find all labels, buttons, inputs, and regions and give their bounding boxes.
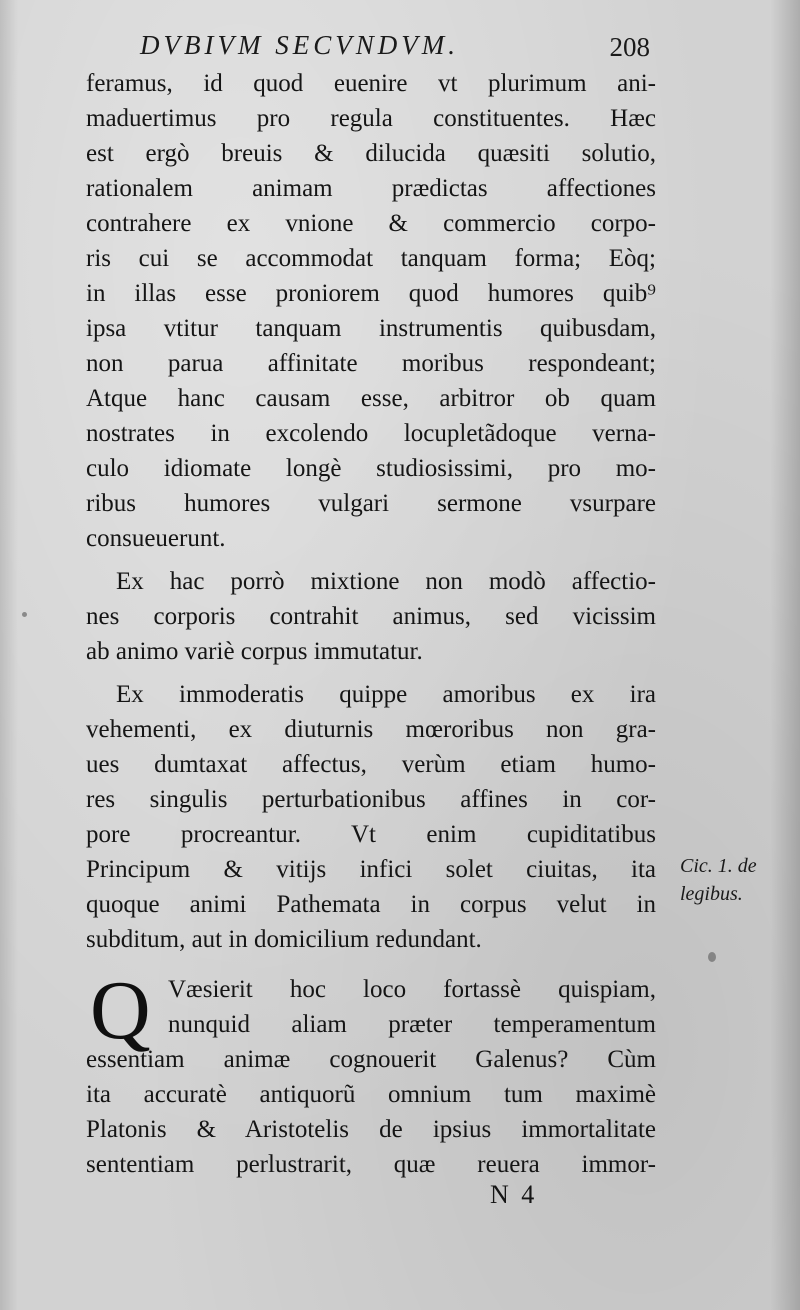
page-number: 208 bbox=[609, 32, 650, 62]
text-line: rationalem animam prædictas affectiones bbox=[86, 175, 656, 202]
text-line: essentiam animæ cognouerit Galenus? Cùm bbox=[86, 1046, 656, 1073]
text-line: pore procreantur. Vt enim cupiditatibus bbox=[86, 821, 656, 848]
text-line: ribus humores vulgari sermone vsurpare bbox=[86, 490, 656, 517]
text-line: ab animo variè corpus immutatur. bbox=[86, 638, 423, 665]
running-title: DVBIVM SECVNDVM. bbox=[140, 30, 459, 60]
marginal-note bbox=[680, 852, 790, 908]
text-line: Atque hanc causam esse, arbitror ob quam bbox=[86, 385, 656, 412]
text-line: ipsa vtitur tanquam instrumentis quibusdam, bbox=[86, 315, 656, 342]
marginal-note-line: legibus. bbox=[680, 883, 743, 905]
text-line: subditum, aut in domicilium redundant. bbox=[86, 926, 482, 953]
text-line: ita accuratè antiquorũ omnium tum maximè bbox=[86, 1081, 656, 1108]
running-head bbox=[140, 30, 660, 70]
text-line: maduertimus pro regula constituentes. Hæc bbox=[86, 105, 656, 132]
ink-speck bbox=[22, 612, 27, 617]
text-line: nes corporis contrahit animus, sed vicissim bbox=[86, 603, 656, 630]
page-shadow-left bbox=[0, 0, 18, 1310]
text-line: consueuerunt. bbox=[86, 525, 226, 552]
text-line: Platonis & Aristotelis de ipsius immortalitate bbox=[86, 1116, 656, 1143]
text-line: Ex immoderatis quippe amoribus ex ira bbox=[116, 681, 656, 708]
text-line: Ex hac porrò mixtione non modò affectio- bbox=[116, 568, 656, 595]
text-line: ris cui se accommodat tanquam forma; Eòq; bbox=[86, 245, 656, 272]
page-shadow-right bbox=[770, 0, 800, 1310]
text-line: quoque animi Pathemata in corpus velut in bbox=[86, 891, 656, 918]
marginal-note-line: Cic. 1. de bbox=[680, 855, 757, 877]
text-line: feramus, id quod euenire vt plurimum ani- bbox=[86, 70, 656, 97]
text-line: sententiam perlustrarit, quæ reuera immor- bbox=[86, 1151, 656, 1178]
text-line: culo idiomate longè studiosissimi, pro mo- bbox=[86, 455, 656, 482]
text-line: nostrates in excolendo locupletãdoque verna- bbox=[86, 420, 656, 447]
text-line: non parua affinitate moribus respondeant; bbox=[86, 350, 656, 377]
text-line: Væsierit hoc loco fortassè quispiam, bbox=[168, 976, 656, 1003]
text-line: contrahere ex vnione & commercio corpo- bbox=[86, 210, 656, 237]
text-line: Principum & vitijs infici solet ciuitas, ita bbox=[86, 856, 656, 883]
drop-capital: Q bbox=[90, 964, 151, 1057]
ink-speck bbox=[708, 952, 716, 962]
main-text-block bbox=[86, 66, 656, 957]
section-two-block bbox=[86, 964, 656, 1182]
text-line: in illas esse proniorem quod humores quib⁹ bbox=[86, 280, 656, 307]
text-line: res singulis perturbationibus affines in cor- bbox=[86, 786, 656, 813]
text-line: ues dumtaxat affectus, verùm etiam humo- bbox=[86, 751, 656, 778]
signature-mark: N 4 bbox=[490, 1180, 538, 1209]
text-line: vehementi, ex diuturnis mœroribus non gra- bbox=[86, 716, 656, 743]
text-line: est ergò breuis & dilucida quæsiti solutio, bbox=[86, 140, 656, 167]
text-line: nunquid aliam præter temperamentum bbox=[168, 1011, 656, 1038]
